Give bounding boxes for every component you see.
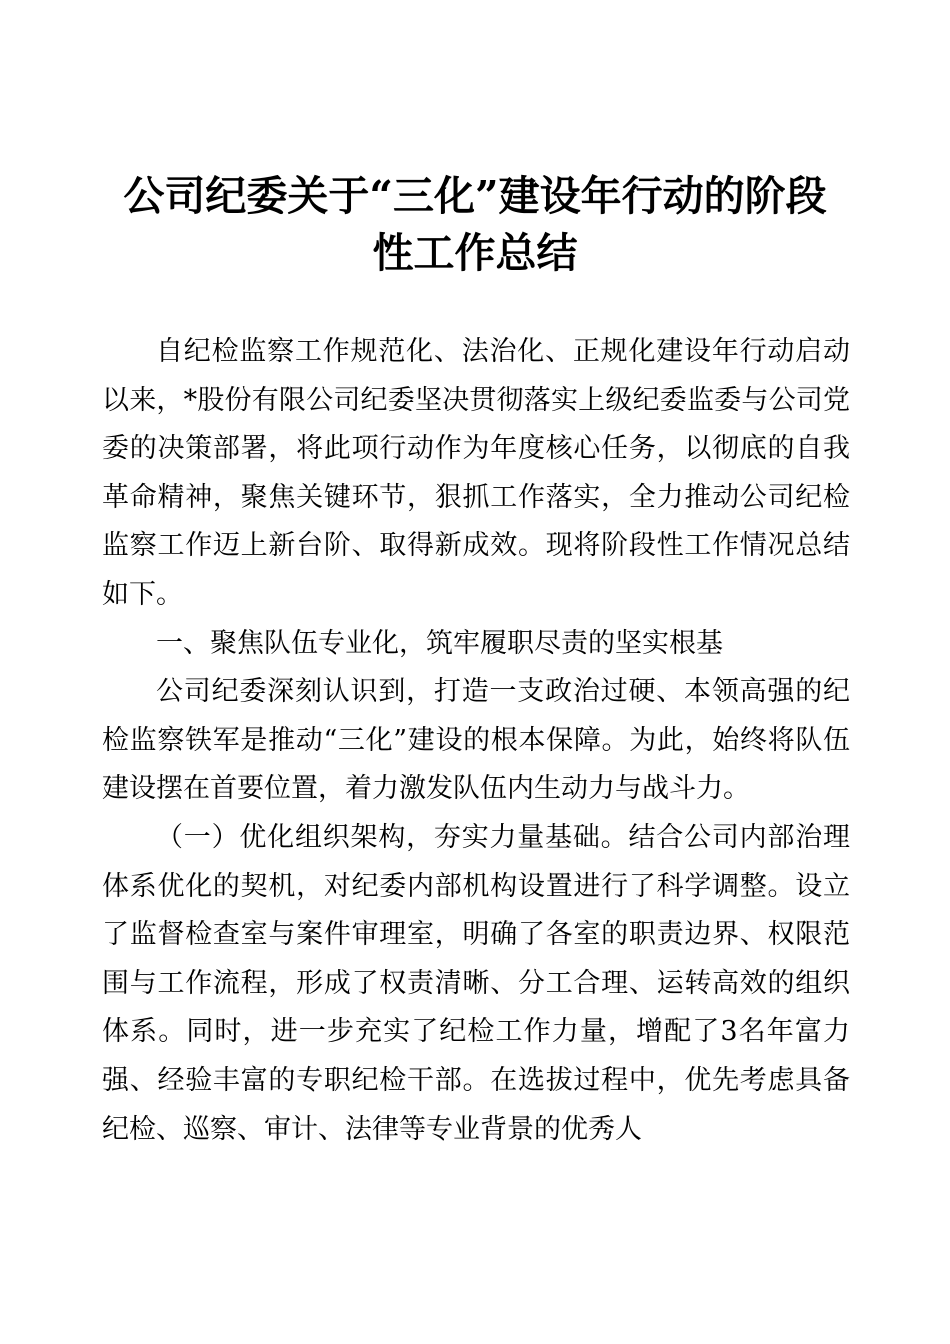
section-1-paragraph: 公司纪委深刻认识到，打造一支政治过硬、本领高强的纪检监察铁军是推动“三化”建设的根本保障。为此，始终将队伍建设摆在首要位置，着力激发队伍内生动力与战斗力。 (102, 676, 850, 805)
document-body (102, 328, 850, 1154)
subsection-1-paragraph: （一）优化组织架构，夯实力量基础。结合公司内部治理体系优化的契机，对纪委内部机构设置进行了科学调整。设立了监督检查室与案件审理室，明确了各室的职责边界、权限范围与工作流程，形成了权责清晰、分工合理、运转高效的组织体系。同时，进一步充实了纪检工作力量，增配了3名年富力强、经验丰富的专职纪检干部。在选拔过程中，优先考虑具备纪检、巡察、审计、法律等专业背景的优秀人 (102, 821, 850, 1145)
section-heading-1: 一、聚焦队伍专业化，筑牢履职尽责的坚实根基 (156, 627, 723, 659)
title-line-1: 公司纪委关于“三化”建设年行动的阶段 (123, 172, 827, 220)
document-title (90, 168, 860, 282)
intro-paragraph: 自纪检监察工作规范化、法治化、正规化建设年行动启动以来，*股份有限公司纪委坚决贯彻落实上级纪委监委与公司党委的决策部署，将此项行动作为年度核心任务，以彻底的自我革命精神，聚焦关键环节，狠抓工作落实，全力推动公司纪检监察工作迈上新台阶、取得新成效。现将阶段性工作情况总结如下。 (102, 336, 850, 610)
title-line-2: 性工作总结 (372, 229, 578, 277)
